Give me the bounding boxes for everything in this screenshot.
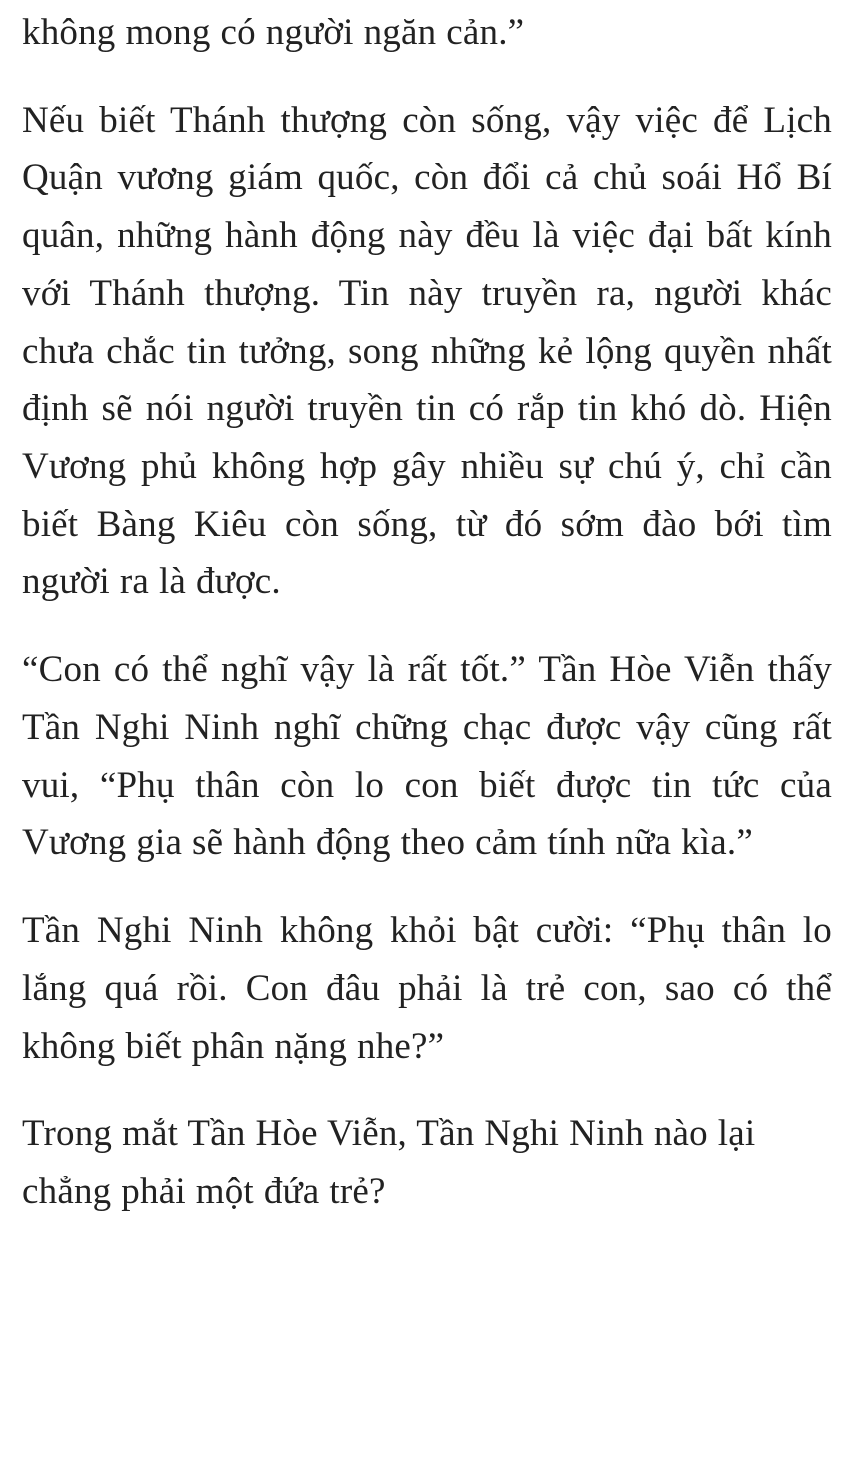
paragraph-3: “Con có thể nghĩ vậy là rất tốt.” Tần Hòe Viễn thấy Tần Nghi Ninh nghĩ chững chạc được vậy cũng rất vui, “Phụ thân còn lo con biết được tin tức của Vương gia sẽ hành động theo cảm tính nữa kìa.” <box>22 649 832 864</box>
paragraph-1: không mong có người ngăn cản.” <box>22 12 525 53</box>
paragraph-5: Trong mắt Tần Hòe Viễn, Tần Nghi Ninh nào lại chẳng phải một đứa trẻ? <box>22 1113 756 1212</box>
paragraph-2: Nếu biết Thánh thượng còn sống, vậy việc để Lịch Quận vương giám quốc, còn đổi cả chủ soái Hổ Bí quân, những hành động này đều là việc đại bất kính với Thánh thượng. Tin này truyền ra, người khác chưa chắc tin tưởng, song những kẻ lộng quyền nhất định sẽ nói người truyền tin có rắp tin khó dò. Hiện Vương phủ không hợp gây nhiều sự chú ý, chỉ cần biết Bàng Kiêu còn sống, từ đó sớm đào bới tìm người ra là được. <box>22 99 832 603</box>
paragraph-4: Tần Nghi Ninh không khỏi bật cười: “Phụ thân lo lắng quá rồi. Con đâu phải là trẻ con, sao có thể không biết phân nặng nhe?” <box>22 910 832 1067</box>
